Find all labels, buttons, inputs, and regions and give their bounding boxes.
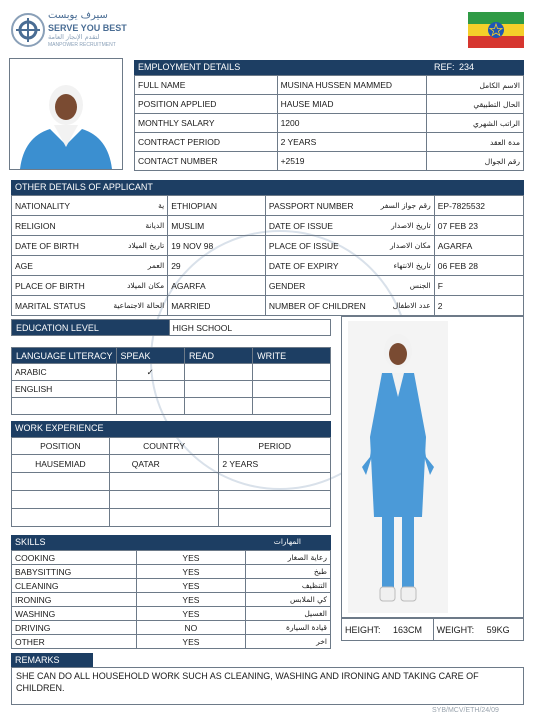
skill-row	[12, 551, 331, 565]
detail-label-arabic: الديانة	[110, 216, 167, 236]
work-period-header: PERIOD	[219, 438, 331, 455]
employment-label-arabic: الاسم الكامل	[427, 76, 524, 95]
height-value: 163CM	[393, 624, 423, 635]
employment-table	[134, 75, 524, 171]
full-body-photo	[341, 316, 524, 618]
skills-title: SKILLS	[15, 537, 46, 547]
employment-label-arabic: الراتب الشهري	[427, 114, 524, 133]
employment-label-arabic: الحال التطبيقي	[427, 95, 524, 114]
work-row-empty	[12, 491, 331, 509]
detail-value: EP-7825532	[434, 196, 523, 216]
detail-label-arabic: مكان الميلاد	[110, 276, 167, 296]
skill-name-arabic: كي الملابس	[246, 593, 331, 607]
employment-label: MONTHLY SALARY	[135, 114, 278, 133]
empty-cell	[12, 398, 117, 415]
ref-value: 234	[459, 62, 475, 72]
language-write	[253, 364, 331, 381]
brand-arabic: سيرف يوبست	[48, 10, 108, 21]
detail-label: RELIGION	[12, 216, 111, 236]
remarks-box	[11, 667, 524, 705]
work-row-empty	[12, 509, 331, 527]
detail-label-arabic: تاريخ الانتهاء	[369, 256, 435, 276]
empty-cell	[253, 398, 331, 415]
passport-photo	[9, 58, 123, 170]
employment-label: FULL NAME	[135, 76, 278, 95]
skills-title-arabic: المهارات	[273, 537, 301, 546]
detail-value: ETHIOPIAN	[168, 196, 266, 216]
skill-row	[12, 565, 331, 579]
work-header	[11, 421, 331, 437]
detail-value: MARRIED	[168, 296, 266, 316]
detail-label-arabic: الحالة الاجتماعية	[110, 296, 167, 316]
other-details-row	[12, 236, 524, 256]
skill-name: BABYSITTING	[12, 565, 137, 579]
company-logo	[10, 10, 130, 52]
empty-cell	[12, 491, 110, 509]
speak-header: SPEAK	[116, 348, 184, 364]
empty-cell	[109, 509, 219, 527]
work-table	[11, 437, 331, 527]
detail-label-arabic: تاريخ الاصدار	[369, 216, 435, 236]
detail-label: DATE OF EXPIRY	[265, 256, 368, 276]
skill-row	[12, 635, 331, 649]
ethiopia-flag-icon	[468, 12, 524, 48]
empty-cell	[219, 473, 331, 491]
skill-value: YES	[136, 551, 246, 565]
other-details-title: OTHER DETAILS OF APPLICANT	[15, 182, 153, 192]
employment-label: CONTACT NUMBER	[135, 152, 278, 171]
other-details-table	[11, 195, 524, 316]
detail-value: AGARFA	[168, 276, 266, 296]
remarks-title: REMARKS	[15, 655, 60, 665]
empty-cell	[12, 473, 110, 491]
detail-label: NATIONALITY	[12, 196, 111, 216]
work-country: QATAR	[109, 455, 219, 473]
language-read	[184, 364, 252, 381]
brand-sub: MANPOWER RECRUITMENT	[48, 42, 116, 48]
work-title: WORK EXPERIENCE	[15, 423, 104, 433]
other-details-row	[12, 296, 524, 316]
skill-row	[12, 621, 331, 635]
education-value: HIGH SCHOOL	[169, 320, 330, 336]
other-details-header	[11, 180, 524, 195]
employment-value: 2 YEARS	[277, 133, 427, 152]
person-full-photo-icon	[342, 317, 523, 617]
language-row	[12, 381, 331, 398]
other-details-row	[12, 216, 524, 236]
detail-value: 06 FEB 28	[434, 256, 523, 276]
detail-label-arabic: مكان الاصدار	[369, 236, 435, 256]
detail-label: AGE	[12, 256, 111, 276]
employment-row	[135, 114, 524, 133]
skill-value: YES	[136, 635, 246, 649]
empty-cell	[109, 491, 219, 509]
height-cell	[342, 619, 434, 641]
employment-row	[135, 76, 524, 95]
skill-name-arabic: طبخ	[246, 565, 331, 579]
ref-label: REF:	[434, 62, 455, 72]
language-row	[12, 364, 331, 381]
detail-label: DATE OF BIRTH	[12, 236, 111, 256]
skill-value: YES	[136, 565, 246, 579]
detail-label-arabic: ية	[110, 196, 167, 216]
skills-table	[11, 550, 331, 649]
skill-value: YES	[136, 579, 246, 593]
write-header: WRITE	[253, 348, 331, 364]
skill-name: COOKING	[12, 551, 137, 565]
detail-value: MUSLIM	[168, 216, 266, 236]
employment-value: MUSINA HUSSEN MAMMED	[277, 76, 427, 95]
employment-value: +2519	[277, 152, 427, 171]
detail-label-arabic: رقم جواز السفر	[369, 196, 435, 216]
skill-name-arabic: اخر	[246, 635, 331, 649]
person-photo-icon	[10, 59, 122, 169]
employment-label-arabic: مدة العقد	[427, 133, 524, 152]
work-period: 2 YEARS	[219, 455, 331, 473]
detail-value: 29	[168, 256, 266, 276]
other-details-row	[12, 276, 524, 296]
weight-cell	[433, 619, 523, 641]
remarks-header	[11, 653, 93, 667]
skill-name: DRIVING	[12, 621, 137, 635]
employment-label: POSITION APPLIED	[135, 95, 278, 114]
work-position: HAUSEMIAD	[12, 455, 110, 473]
detail-label: DATE OF ISSUE	[265, 216, 368, 236]
detail-label-arabic: العمر	[110, 256, 167, 276]
employment-row	[135, 95, 524, 114]
detail-value: 19 NOV 98	[168, 236, 266, 256]
skill-value: NO	[136, 621, 246, 635]
measurements-table	[341, 618, 524, 641]
employment-label-arabic: رقم الجوال	[427, 152, 524, 171]
skill-name: CLEANING	[12, 579, 137, 593]
work-row-empty	[12, 473, 331, 491]
employment-header	[134, 60, 524, 75]
empty-cell	[109, 473, 219, 491]
detail-label: PLACE OF ISSUE	[265, 236, 368, 256]
detail-label-arabic: عدد الاطفال	[369, 296, 435, 316]
read-header: READ	[184, 348, 252, 364]
skill-name-arabic: قيادة السيارة	[246, 621, 331, 635]
employment-value: 1200	[277, 114, 427, 133]
empty-cell	[219, 509, 331, 527]
skill-value: YES	[136, 607, 246, 621]
skill-value: YES	[136, 593, 246, 607]
detail-label: PASSPORT NUMBER	[265, 196, 368, 216]
other-details-row	[12, 256, 524, 276]
logo-mark-icon	[10, 12, 46, 48]
employment-title: EMPLOYMENT DETAILS	[138, 62, 241, 72]
education-table	[11, 319, 331, 336]
language-speak: ✓	[116, 364, 184, 381]
empty-cell	[184, 398, 252, 415]
language-name: ENGLISH	[12, 381, 117, 398]
skills-header	[11, 535, 331, 550]
skill-name: OTHER	[12, 635, 137, 649]
weight-label: WEIGHT:	[436, 624, 475, 635]
skill-row	[12, 579, 331, 593]
empty-cell	[219, 491, 331, 509]
language-write	[253, 381, 331, 398]
skill-row	[12, 607, 331, 621]
brand-arabic-sub: لتقدم الإنجاز العامة	[48, 33, 100, 41]
skill-name-arabic: الغسيل	[246, 607, 331, 621]
work-country-header: COUNTRY	[109, 438, 219, 455]
education-label: EDUCATION LEVEL	[12, 320, 170, 336]
work-position-header: POSITION	[12, 438, 110, 455]
detail-label: MARITAL STATUS	[12, 296, 111, 316]
skill-name: WASHING	[12, 607, 137, 621]
employment-label: CONTRACT PERIOD	[135, 133, 278, 152]
language-row-empty	[12, 398, 331, 415]
empty-cell	[12, 509, 110, 527]
skill-name: IRONING	[12, 593, 137, 607]
language-read	[184, 381, 252, 398]
work-row	[12, 455, 331, 473]
language-header: LANGUAGE LITERACY	[12, 348, 117, 364]
other-details-row	[12, 196, 524, 216]
employment-row	[135, 133, 524, 152]
detail-label-arabic: تاريخ الميلاد	[110, 236, 167, 256]
skill-row	[12, 593, 331, 607]
footer-code: SYB/MCV/ETH/24/09	[432, 707, 499, 714]
employment-value: HAUSE MIAD	[277, 95, 427, 114]
height-label: HEIGHT:	[345, 624, 381, 635]
detail-label-arabic: الجنس	[369, 276, 435, 296]
detail-value: F	[434, 276, 523, 296]
language-table	[11, 347, 331, 415]
weight-value: 59KG	[486, 624, 510, 635]
detail-label: NUMBER OF CHILDREN	[265, 296, 368, 316]
empty-cell	[116, 398, 184, 415]
detail-value: AGARFA	[434, 236, 523, 256]
skill-name-arabic: التنظيف	[246, 579, 331, 593]
skill-name-arabic: رعاية الصغار	[246, 551, 331, 565]
detail-value: 2	[434, 296, 523, 316]
brand-name: SERVE YOU BEST	[48, 23, 127, 33]
detail-label: PLACE OF BIRTH	[12, 276, 111, 296]
remarks-text: SHE CAN DO ALL HOUSEHOLD WORK SUCH AS CLEANING, WASHING AND IRONING AND TAKING CARE OF CHILDREN.	[16, 671, 479, 693]
language-speak	[116, 381, 184, 398]
detail-label: GENDER	[265, 276, 368, 296]
language-name: ARABIC	[12, 364, 117, 381]
detail-value: 07 FEB 23	[434, 216, 523, 236]
ethiopia-flag	[468, 12, 524, 48]
employment-row	[135, 152, 524, 171]
